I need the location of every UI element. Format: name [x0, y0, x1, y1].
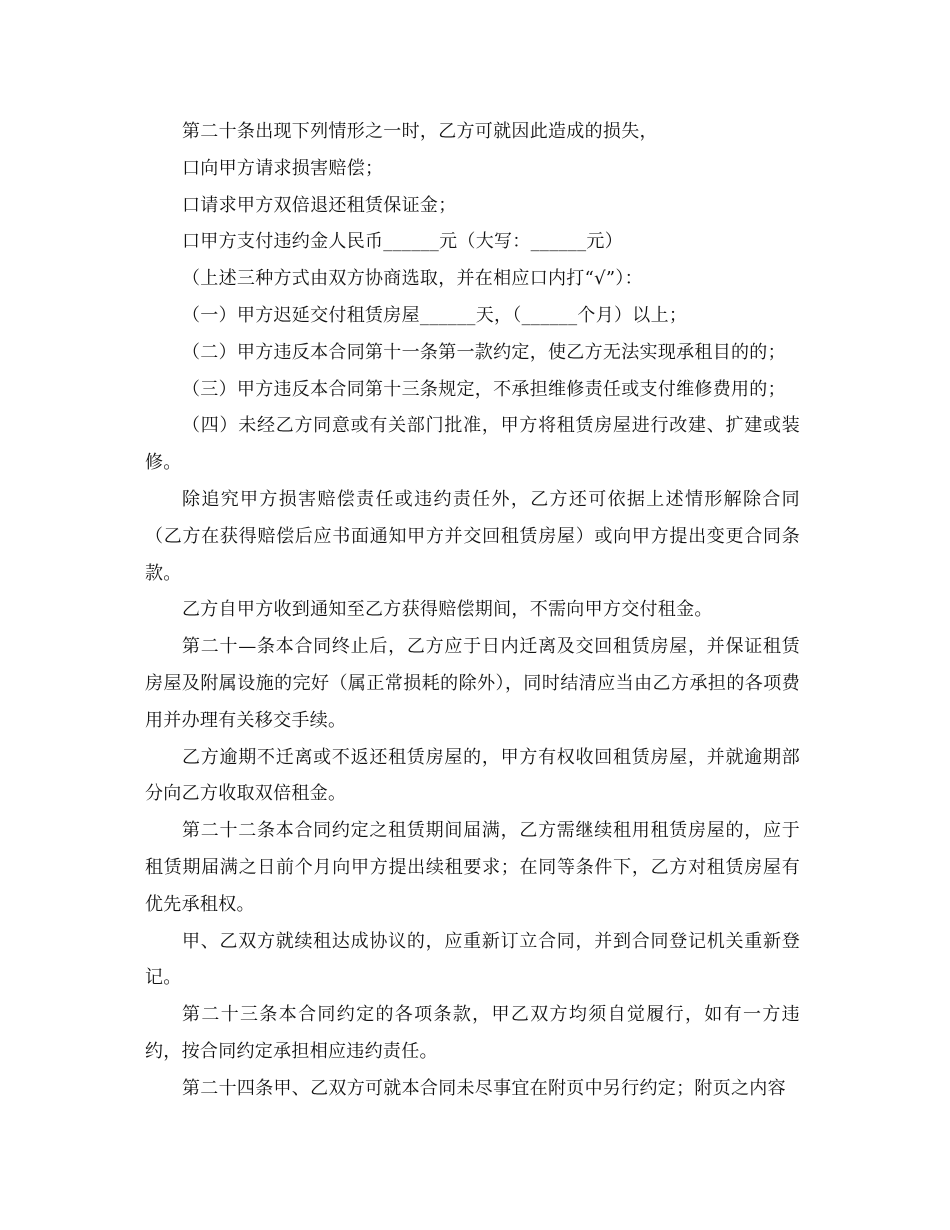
paragraph-renewal-registration: 甲、乙双方就续租达成协议的，应重新订立合同，并到合同登记机关重新登记。	[145, 930, 800, 989]
document-body	[145, 114, 800, 1108]
paragraph-option-note: （上述三种方式由双方协商选取，并在相应口内打“√”）：	[182, 268, 643, 290]
paragraph-option-penalty: 口甲方支付违约金人民币______元（大写：______元）	[182, 231, 623, 253]
paragraph-article-23: 第二十三条本合同约定的各项条款，甲乙双方均须自觉履行，如有一方违约，按合同约定承担相应违约责任。	[145, 1004, 800, 1062]
paragraph-overdue-return: 乙方逾期不迁离或不返还租赁房屋的，甲方有权收回租赁房屋，并就逾期部分向乙方收取双倍租金。	[145, 746, 800, 805]
paragraph-article-24: 第二十四条甲、乙双方可就本合同未尽事宜在附页中另行约定；附页之内容	[182, 1077, 786, 1099]
paragraph-case-1: （一）甲方迟延交付租赁房屋______天，（______个月）以上；	[182, 304, 688, 326]
paragraph-article-22: 第二十二条本合同约定之租赁期间届满，乙方需继续租用租赁房屋的，应于租赁期届满之日前个月向甲方提出续租要求；在同等条件下，乙方对租赁房屋有优先承租权。	[145, 820, 800, 915]
paragraph-case-3: （三）甲方违反本合同第十三条规定，不承担维修责任或支付维修费用的；	[182, 378, 786, 400]
paragraph-rent-exemption: 乙方自甲方收到通知至乙方获得赔偿期间，不需向甲方交付租金。	[182, 599, 713, 621]
paragraph-option-damages: 口向甲方请求损害赔偿；	[182, 157, 384, 179]
paragraph-case-4: （四）未经乙方同意或有关部门批准，甲方将租赁房屋进行改建、扩建或装修。	[145, 415, 800, 474]
paragraph-article-20-intro: 第二十条出现下列情形之一时，乙方可就因此造成的损失，	[182, 121, 658, 142]
paragraph-termination-right: 除追究甲方损害赔偿责任或违约责任外，乙方还可依据上述情形解除合同（乙方在获得赔偿后应书面通知甲方并交回租赁房屋）或向甲方提出变更合同条款。	[145, 488, 800, 584]
paragraph-article-21: 第二十—条本合同终止后，乙方应于日内迁离及交回租赁房屋，并保证租赁房屋及附属设施的完好（属正常损耗的除外），同时结清应当由乙方承担的各项费用并办理有关移交手续。	[145, 636, 800, 731]
paragraph-option-double-deposit: 口请求甲方双倍退还租赁保证金；	[182, 194, 457, 216]
paragraph-case-2: （二）甲方违反本合同第十一条第一款约定，使乙方无法实现承租目的的；	[182, 341, 786, 363]
